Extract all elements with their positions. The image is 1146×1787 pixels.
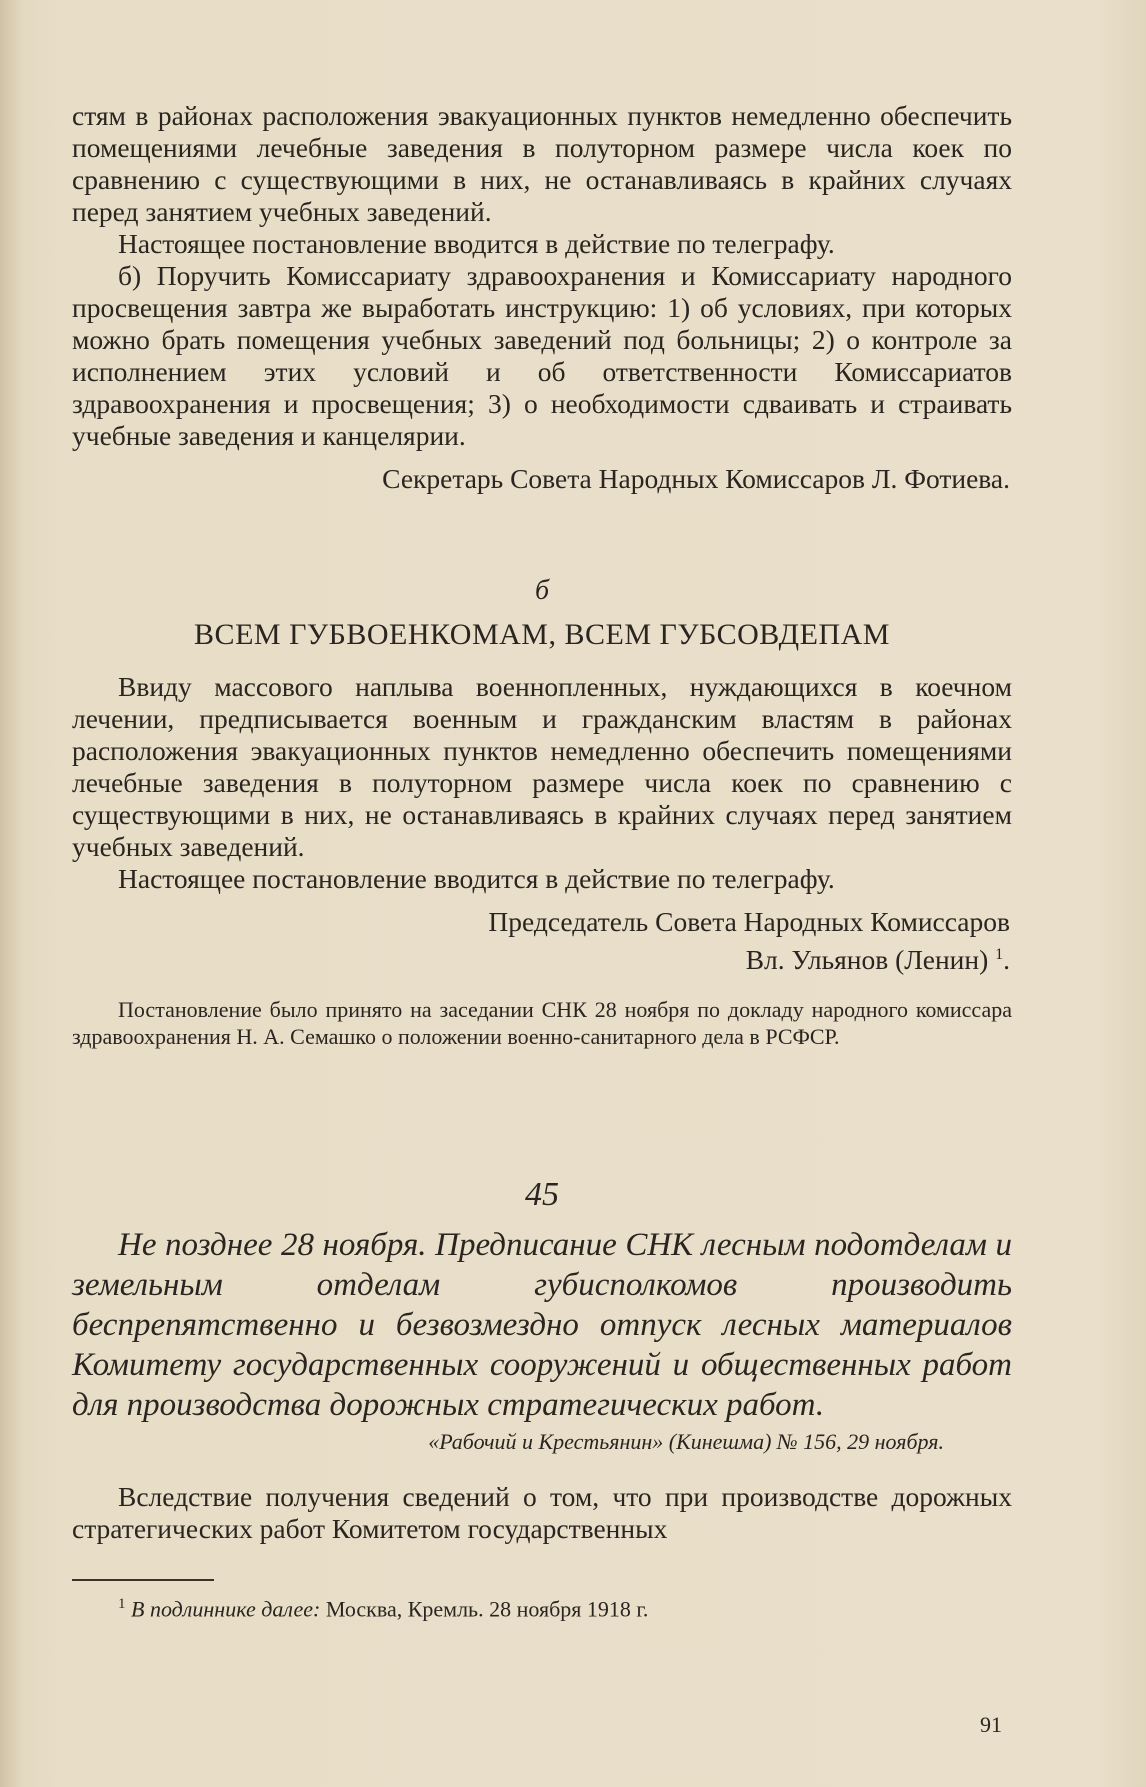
paragraph-continuation: стям в районах расположения эвакуационных пунктов немедленно обеспечить помещениями лечебные заведения в полуторном размере числа коек по сравнению с существующими в них, не останавливаясь в крайних случаях перед занятием учебных заведений.	[72, 100, 1012, 227]
editorial-note: Постановление было принято на заседании СНК 28 ноября по докладу народного комиссара здравоохранения Н. А. Семашко о положении военно-санитарного дела в РСФСР.	[72, 997, 1012, 1050]
document-summary: Не позднее 28 ноября. Предписание СНК лесным подотделам и земельным отделам губисполкомов производить беспрепятственно и безвозмездно отпуск лесных материалов Комитету государственных сооружений и общественных работ для производства дорожных стратегических работ.	[72, 1227, 1012, 1423]
footnote	[72, 1590, 1012, 1623]
footnote-mark: 1	[118, 1596, 126, 1612]
signature-lenin: Вл. Ульянов (Ленин) $^1$.	[745, 944, 1010, 976]
footnote-rule	[72, 1579, 214, 1581]
page-number: 91	[980, 1712, 1002, 1737]
footnote-ref: 1	[995, 946, 1004, 963]
paragraph-body-start: Вследствие получения сведений о том, что при производстве дорожных стратегических работ Комитетом государственных	[72, 1481, 1012, 1544]
block-3	[72, 1175, 1012, 1545]
footnote-italic: В подлиннике далее:	[131, 1596, 321, 1622]
section-letter: б	[534, 575, 550, 606]
footnote-text	[72, 1590, 1012, 1623]
document-number: 45	[525, 1176, 559, 1213]
signature-title: Председатель Совета Народных Комиссаров	[488, 906, 1010, 937]
block-1	[72, 100, 1012, 495]
block-2	[72, 575, 1012, 1050]
footnote-body: Москва, Кремль. 28 ноября 1918 г.	[325, 1596, 649, 1622]
section-heading: ВСЕМ ГУБВОЕНКОМАМ, ВСЕМ ГУБСОВДЕПАМ	[194, 618, 890, 651]
source-citation: «Рабочий и Крестьянин» (Кинешма) № 156, 29 ноября.	[428, 1429, 944, 1454]
paragraph-instruction: б) Поручить Комиссариату здравоохранения и Комиссариату народного просвещения завтра же выработать инструкцию: 1) об условиях, при которых можно брать помещения учебных заведений под больницы; 2) о контроле за исполнением этих условий и об ответственности Комиссариатов здравоохранения и просвещения; 3) о необходимости сдваивать и страивать учебные заведения и канцелярии.	[72, 260, 1012, 451]
paragraph-telegraph: Настоящее постановление вводится в действие по телеграфу.	[118, 228, 835, 259]
signature-name: Вл. Ульянов (Ленин)	[745, 944, 989, 976]
signature-fotieva: Секретарь Совета Народных Комиссаров Л. Фотиева.	[382, 463, 1010, 494]
paragraph-order: Ввиду массового наплыва военнопленных, нуждающихся в коечном лечении, предписывается военным и гражданским властям в районах расположения эвакуационных пунктов немедленно обеспечить помещениями лечебные заведения в полуторном размере числа коек по сравнению с существующими в них, не останавливаясь в крайних случаях перед занятием учебных заведений.	[72, 671, 1012, 862]
paragraph-telegraph-2: Настоящее постановление вводится в действие по телеграфу.	[118, 863, 835, 894]
